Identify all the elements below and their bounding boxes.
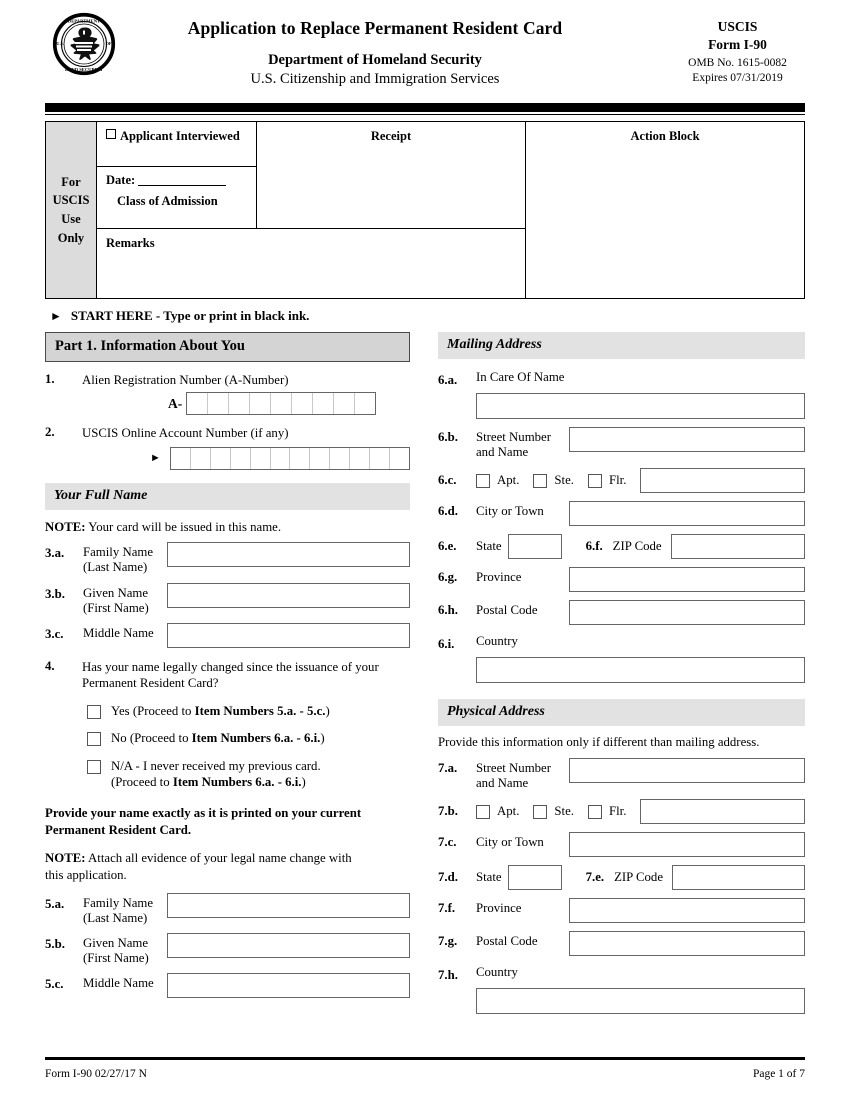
field-7b-row (438, 799, 805, 824)
field-6h-row (438, 600, 805, 625)
q4-yes-text-bold: Item Numbers 5.a. - 5.c. (194, 703, 326, 718)
action-block-label: Action Block (630, 129, 700, 143)
field-6c-flr-checkbox[interactable] (588, 474, 602, 488)
column-gap (410, 332, 438, 1014)
field-5c-label-line1: Middle Name (83, 975, 154, 990)
field-5b-number: 5.b. (45, 936, 65, 951)
svg-text:U.S.: U.S. (56, 41, 65, 46)
field-6d-label: City or Town (476, 504, 544, 519)
uscis-mid-column (97, 122, 526, 298)
field-6h-label: Postal Code (476, 603, 538, 618)
field-5b-input[interactable] (167, 933, 410, 958)
field-3b-number: 3.b. (45, 586, 65, 601)
applicant-interviewed-checkbox[interactable] (106, 129, 116, 139)
field-7c-input[interactable] (569, 832, 805, 857)
question-4-option-no[interactable] (45, 730, 410, 747)
question-4-number: 4. (45, 658, 55, 673)
header-form-meta (670, 18, 805, 86)
form-body-columns (45, 332, 805, 1014)
field-7b-number: 7.b. (438, 804, 458, 819)
field-7c-label: City or Town (476, 835, 544, 850)
field-6a-label-row (438, 370, 805, 388)
field-3b-label-line1: Given Name (83, 585, 149, 600)
q4-no-text-bold: Item Numbers 6.a. - 6.i. (191, 731, 321, 746)
field-6c-ste-label: Ste. (554, 473, 574, 488)
field-7a-label (476, 758, 569, 791)
field-7h-label: Country (476, 965, 518, 980)
field-6d-number: 6.d. (438, 504, 458, 519)
q4-na-line2-post: ) (301, 775, 306, 790)
question-4-no-label (111, 730, 325, 747)
form-number: Form I-90 (708, 36, 767, 52)
field-7f-label: Province (476, 901, 522, 916)
start-here-text: START HERE - Type or print in black ink. (70, 308, 310, 323)
applicant-interviewed-label: Applicant Interviewed (120, 129, 240, 143)
footer-rule (45, 1057, 805, 1060)
left-column (45, 332, 410, 1014)
question-4-na-checkbox[interactable] (87, 760, 101, 774)
question-4-text-line1: Has your name legally changed since the issuance of your (82, 659, 379, 674)
field-6c-apt-label: Apt. (497, 473, 520, 488)
remarks-cell[interactable] (97, 229, 525, 298)
field-6g-row (438, 567, 805, 592)
field-7a-row (438, 758, 805, 791)
field-6c-flr-label: Flr. (608, 473, 627, 488)
question-4-text-line2: Permanent Resident Card? (82, 676, 219, 691)
provide-name-line1: Provide your name exactly as it is printed on your current (45, 806, 362, 820)
field-7a-input[interactable] (569, 758, 805, 783)
field-3a-label-line2: (Last Name) (83, 560, 148, 575)
field-6h-input[interactable] (569, 600, 805, 625)
field-6e-number: 6.e. (438, 539, 457, 554)
field-7c-number: 7.c. (438, 835, 457, 850)
svg-text:OF: OF (105, 41, 112, 46)
field-7e-label: ZIP Code (614, 870, 664, 885)
footer-page-number: Page 1 of 7 (752, 1068, 805, 1080)
interview-cell (97, 122, 257, 228)
q4-yes-text-post: ) (325, 703, 330, 718)
header-thick-rule (45, 103, 805, 112)
mailing-address-header-bar: Mailing Address (438, 332, 805, 359)
field-6c-apt-checkbox[interactable] (476, 474, 490, 488)
field-3a-number: 3.a. (45, 546, 65, 561)
field-7b-flr-label: Flr. (608, 804, 627, 819)
q4-na-line2-bold: Item Numbers 6.a. - 6.i. (172, 775, 302, 790)
field-7h-input[interactable] (476, 988, 805, 1014)
class-of-admission-label: Class of Admission (117, 194, 218, 208)
footer-form-info: Form I-90 02/27/17 N (45, 1068, 147, 1080)
field-7b-apt-label: Apt. (497, 804, 520, 819)
field-6g-label: Province (476, 570, 522, 585)
omb-number: OMB No. 1615-0082 (688, 56, 787, 69)
your-full-name-header-bar: Your Full Name (45, 483, 410, 510)
uscis-online-account-entry-row (45, 447, 410, 470)
a-number-prefix: A- (168, 395, 183, 411)
field-3a-row (45, 542, 410, 575)
field-7b-flr-checkbox[interactable] (588, 805, 602, 819)
field-6b-label-line2: and Name (476, 445, 529, 460)
q4-no-text-pre: No (Proceed to (111, 731, 192, 746)
a-number-entry-row (45, 392, 410, 415)
field-7b-ste-label: Ste. (554, 804, 574, 819)
field-5a-row (45, 893, 410, 926)
field-7g-input[interactable] (569, 931, 805, 956)
attach-note-label: NOTE: (45, 850, 86, 865)
field-7c-row (438, 832, 805, 857)
physical-address-note: Provide this information only if different than mailing address. (438, 735, 760, 750)
field-6b-row (438, 427, 805, 460)
field-5a-label (83, 893, 167, 926)
attach-note-line2: this application. (45, 867, 127, 882)
field-6c-ste-checkbox[interactable] (533, 474, 547, 488)
page-header (45, 0, 805, 96)
field-7a-label-line1: Street Number (476, 761, 551, 776)
field-5a-label-line1: Family Name (83, 895, 154, 910)
applicant-interviewed-row (97, 122, 256, 167)
field-7a-number: 7.a. (438, 761, 458, 776)
field-7d-7e-row (438, 865, 805, 890)
header-thin-rule (45, 114, 805, 115)
field-7f-input[interactable] (569, 898, 805, 923)
field-5c-row (45, 973, 410, 998)
field-3b-label-line2: (First Name) (83, 600, 149, 615)
field-7a-label-line2: and Name (476, 776, 529, 791)
field-7b-apt-checkbox[interactable] (476, 805, 490, 819)
field-6i-input[interactable] (476, 657, 805, 683)
field-7d-input[interactable] (508, 865, 562, 890)
field-6d-input[interactable] (569, 501, 805, 526)
question-4-option-na[interactable] (45, 758, 410, 791)
field-3c-row (45, 623, 410, 648)
svg-text:DEPARTMENT: DEPARTMENT (67, 18, 101, 24)
field-6b-input[interactable] (569, 427, 805, 452)
uscis-label: USCIS (717, 19, 758, 34)
dhs-seal-icon (52, 12, 116, 76)
receipt-cell[interactable] (257, 122, 525, 228)
field-5a-input[interactable] (167, 893, 410, 918)
q4-na-text-line2 (111, 774, 321, 791)
field-7b-ste-checkbox[interactable] (533, 805, 547, 819)
triangle-right-icon-2: ► (150, 452, 161, 465)
remarks-label: Remarks (106, 236, 155, 250)
provide-name-line2: Permanent Resident Card. (45, 822, 192, 837)
footer-row (45, 1068, 805, 1080)
question-2-text: USCIS Online Account Number (if any) (82, 426, 289, 441)
field-3a-label-line1: Family Name (83, 545, 154, 560)
field-7h-label-row (438, 965, 805, 983)
q4-yes-text-pre: Yes (Proceed to (111, 703, 195, 718)
action-block-cell[interactable] (526, 122, 804, 298)
field-6i-label: Country (476, 634, 518, 649)
uscis-use-only-label (46, 122, 97, 298)
field-5c-number: 5.c. (45, 976, 64, 991)
field-3c-number: 3.c. (45, 626, 64, 641)
svg-text:LAND SECURITY: LAND SECURITY (65, 67, 103, 73)
q4-na-text-line1: N/A - I never received my previous card. (111, 758, 321, 773)
field-5b-label-line2: (First Name) (83, 950, 149, 965)
field-6i-number: 6.i. (438, 637, 455, 652)
field-6i-label-row (438, 634, 805, 652)
field-5b-row (45, 933, 410, 966)
field-7f-number: 7.f. (438, 901, 456, 916)
attach-evidence-note (45, 850, 410, 884)
question-4-option-yes[interactable] (45, 703, 410, 720)
field-6g-input[interactable] (569, 567, 805, 592)
field-6e-6f-row (438, 534, 805, 559)
field-6h-number: 6.h. (438, 603, 458, 618)
uscis-label-line-1: For (61, 174, 81, 189)
question-4-yes-label (111, 703, 330, 720)
field-6b-number: 6.b. (438, 430, 458, 444)
agency-service: U.S. Citizenship and Immigration Services (250, 71, 500, 87)
part1-header-bar: Part 1. Information About You (45, 332, 410, 362)
receipt-label: Receipt (370, 129, 412, 143)
question-4-row (45, 659, 410, 692)
a-number-input[interactable] (186, 392, 376, 415)
field-6a-number: 6.a. (438, 373, 458, 387)
question-4-yes-checkbox[interactable] (87, 705, 101, 719)
full-name-note (45, 519, 410, 536)
expiration-date: Expires 07/31/2019 (692, 71, 783, 84)
provide-name-instruction (45, 805, 410, 839)
field-6b-label (476, 427, 569, 460)
question-1-text: Alien Registration Number (A-Number) (82, 373, 289, 387)
interview-date-label: Date: (106, 173, 136, 187)
full-name-note-label: NOTE: (45, 519, 86, 534)
uscis-use-only-block (45, 121, 805, 299)
field-6d-row (438, 501, 805, 526)
field-5a-label-line2: (Last Name) (83, 910, 148, 925)
field-7e-input[interactable] (672, 865, 805, 890)
uscis-label-line-4: Only (57, 230, 85, 245)
field-3c-input[interactable] (167, 623, 410, 648)
field-6e-label: State (476, 539, 502, 554)
field-3b-label (83, 583, 167, 616)
attach-note-line1: Attach all evidence of your legal name change with (88, 850, 352, 865)
field-7g-row (438, 931, 805, 956)
field-3c-label (83, 623, 167, 641)
question-4-no-checkbox[interactable] (87, 732, 101, 746)
field-6f-input[interactable] (671, 534, 805, 559)
field-6a-input[interactable] (476, 393, 805, 419)
field-5b-label-line1: Given Name (83, 935, 149, 950)
field-7f-row (438, 898, 805, 923)
field-6f-number: 6.f. (585, 539, 603, 554)
field-7e-number: 7.e. (585, 870, 605, 885)
field-7b-input[interactable] (640, 799, 805, 824)
question-1-number: 1. (45, 372, 55, 386)
start-here-banner (45, 308, 805, 324)
question-2-number: 2. (45, 425, 55, 440)
interview-date-row (97, 167, 256, 188)
field-5a-number: 5.a. (45, 896, 65, 911)
field-6g-number: 6.g. (438, 570, 458, 585)
field-3b-row (45, 583, 410, 616)
field-5c-input[interactable] (167, 973, 410, 998)
field-7d-label: State (476, 870, 502, 885)
field-6c-row (438, 468, 805, 493)
agency-department: Department of Homeland Security (268, 52, 482, 68)
page-footer (45, 1057, 805, 1080)
field-6c-input[interactable] (640, 468, 805, 493)
question-4-text (82, 659, 410, 692)
field-7d-number: 7.d. (438, 870, 458, 885)
field-7g-number: 7.g. (438, 934, 458, 949)
right-column (438, 332, 805, 1014)
field-6b-label-line1: Street Number (476, 430, 551, 444)
field-6f-label: ZIP Code (612, 539, 662, 554)
field-6e-input[interactable] (508, 534, 562, 559)
question-2-row (45, 425, 410, 441)
uscis-label-line-3: Use (61, 212, 81, 226)
field-3a-label (83, 542, 167, 575)
q4-no-text-post: ) (320, 731, 325, 746)
interview-date-input[interactable] (138, 172, 226, 186)
page-title: Application to Replace Permanent Resident Card (187, 18, 563, 38)
physical-address-header-bar: Physical Address (438, 699, 805, 726)
field-7h-number: 7.h. (438, 968, 458, 983)
field-3b-input[interactable] (167, 583, 410, 608)
question-4-na-label (111, 758, 321, 791)
field-5b-label (83, 933, 167, 966)
triangle-right-icon: ► (50, 309, 62, 323)
q4-na-line2-pre: (Proceed to (111, 775, 173, 790)
field-3c-label-line1: Middle Name (83, 625, 154, 640)
uscis-online-account-input[interactable] (170, 447, 410, 470)
field-6a-label: In Care Of Name (476, 370, 565, 384)
full-name-note-text: Your card will be issued in this name. (88, 519, 282, 534)
field-7g-label: Postal Code (476, 934, 538, 949)
field-3a-input[interactable] (167, 542, 410, 567)
field-5c-label (83, 973, 167, 991)
question-1-row (45, 372, 410, 388)
uscis-mid-top-row (97, 122, 525, 229)
field-6c-number: 6.c. (438, 473, 457, 488)
uscis-label-line-2: USCIS (52, 193, 90, 208)
